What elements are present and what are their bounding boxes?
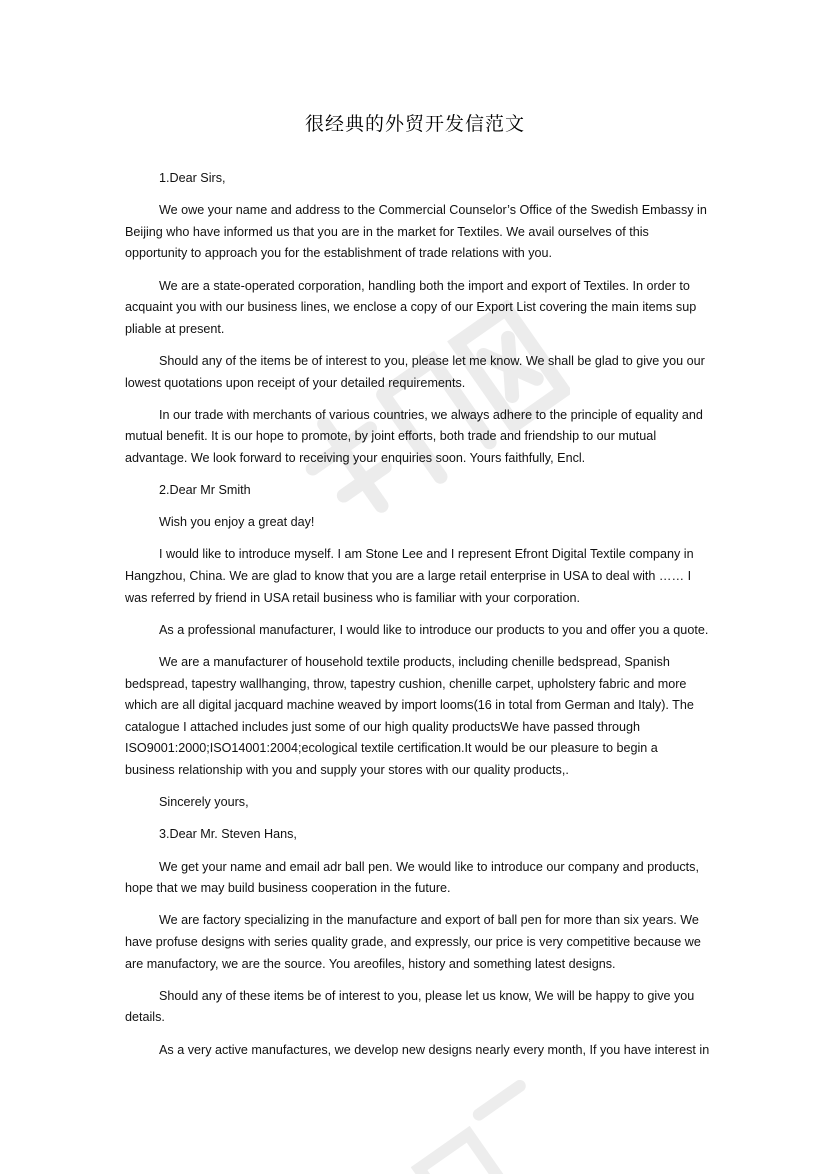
paragraph: Should any of the items be of interest to you, please let me know. We shall be glad to give you our lowest quotations upon receipt of your detailed requirements. xyxy=(125,353,705,390)
paragraph: We are a manufacturer of household textile products, including chenille bedspread, Spanish bedspread, tapestry wallhanging, throw, tapestry cushion, chenille carpet, upholstery fabric and more which are all digital jacquard machine weaved by import looms(16 in total from German and Italy). The catalogue I attached includes just some of our high quality productsWe have passed through ISO9001:2000;ISO14001:2004;ecological textile certification.It would be our pleasure to begin a business relationship with you and supply your stores with our quality products,. xyxy=(125,655,694,777)
paragraph: As a very active manufactures, we develop new designs nearly every month, If you have interest in xyxy=(159,1042,710,1057)
paragraph: We get your name and email adr ball pen. We would like to introduce our company and products, hope that we may build business cooperation in the future. xyxy=(125,859,699,896)
paragraph: In our trade with merchants of various countries, we always adhere to the principle of equality and mutual benefit. It is our hope to promote, by joint efforts, both trade and friendship to our mutual advantage. We look forward to receiving your enquiries soon. Yours faithfully, Encl. xyxy=(125,407,703,465)
watermark-stamp-icon-lower xyxy=(360,1080,560,1174)
paragraph: We owe your name and address to the Commercial Counselor’s Office of the Swedish Embassy in Beijing who have informed us that you are in the market for Textiles. We avail ourselves of this opportunity to approach you for the establishment of trade relations with you. xyxy=(125,203,707,261)
paragraph: We are a state-operated corporation, handling both the import and export of Textiles. In order to acquaint you with our business lines, we enclose a copy of our Export List covering the main items sup pliable at present. xyxy=(125,278,697,336)
document-title: 很经典的外贸开发信范文 xyxy=(304,113,525,135)
paragraph: I would like to introduce myself. I am Stone Lee and I represent Efront Digital Textile company in Hangzhou, China. We are glad to know that you are a large retail enterprise in USA to deal with …… I was referred by friend in USA retail business who is familiar with your corporation. xyxy=(125,547,694,605)
letter-body xyxy=(125,168,710,1072)
paragraph: Wish you enjoy a great day! xyxy=(159,515,315,530)
paragraph: Should any of these items be of interest to you, please let us know, We will be happy to give you details. xyxy=(125,988,695,1025)
salutation-1: 1.Dear Sirs, xyxy=(159,171,226,185)
salutation-3: 3.Dear Mr. Steven Hans, xyxy=(159,827,297,842)
paragraph: As a professional manufacturer, I would like to introduce our products to you and offer you a quote. xyxy=(159,622,709,637)
salutation-2: 2.Dear Mr Smith xyxy=(159,483,251,498)
closing: Sincerely yours, xyxy=(159,795,249,810)
paragraph: We are factory specializing in the manufacture and export of ball pen for more than six years. We have profuse designs with series quality grade, and expressly, our price is very competitive because we are manufactory, we are the source. You areofiles, history and something latest designs. xyxy=(125,913,701,971)
